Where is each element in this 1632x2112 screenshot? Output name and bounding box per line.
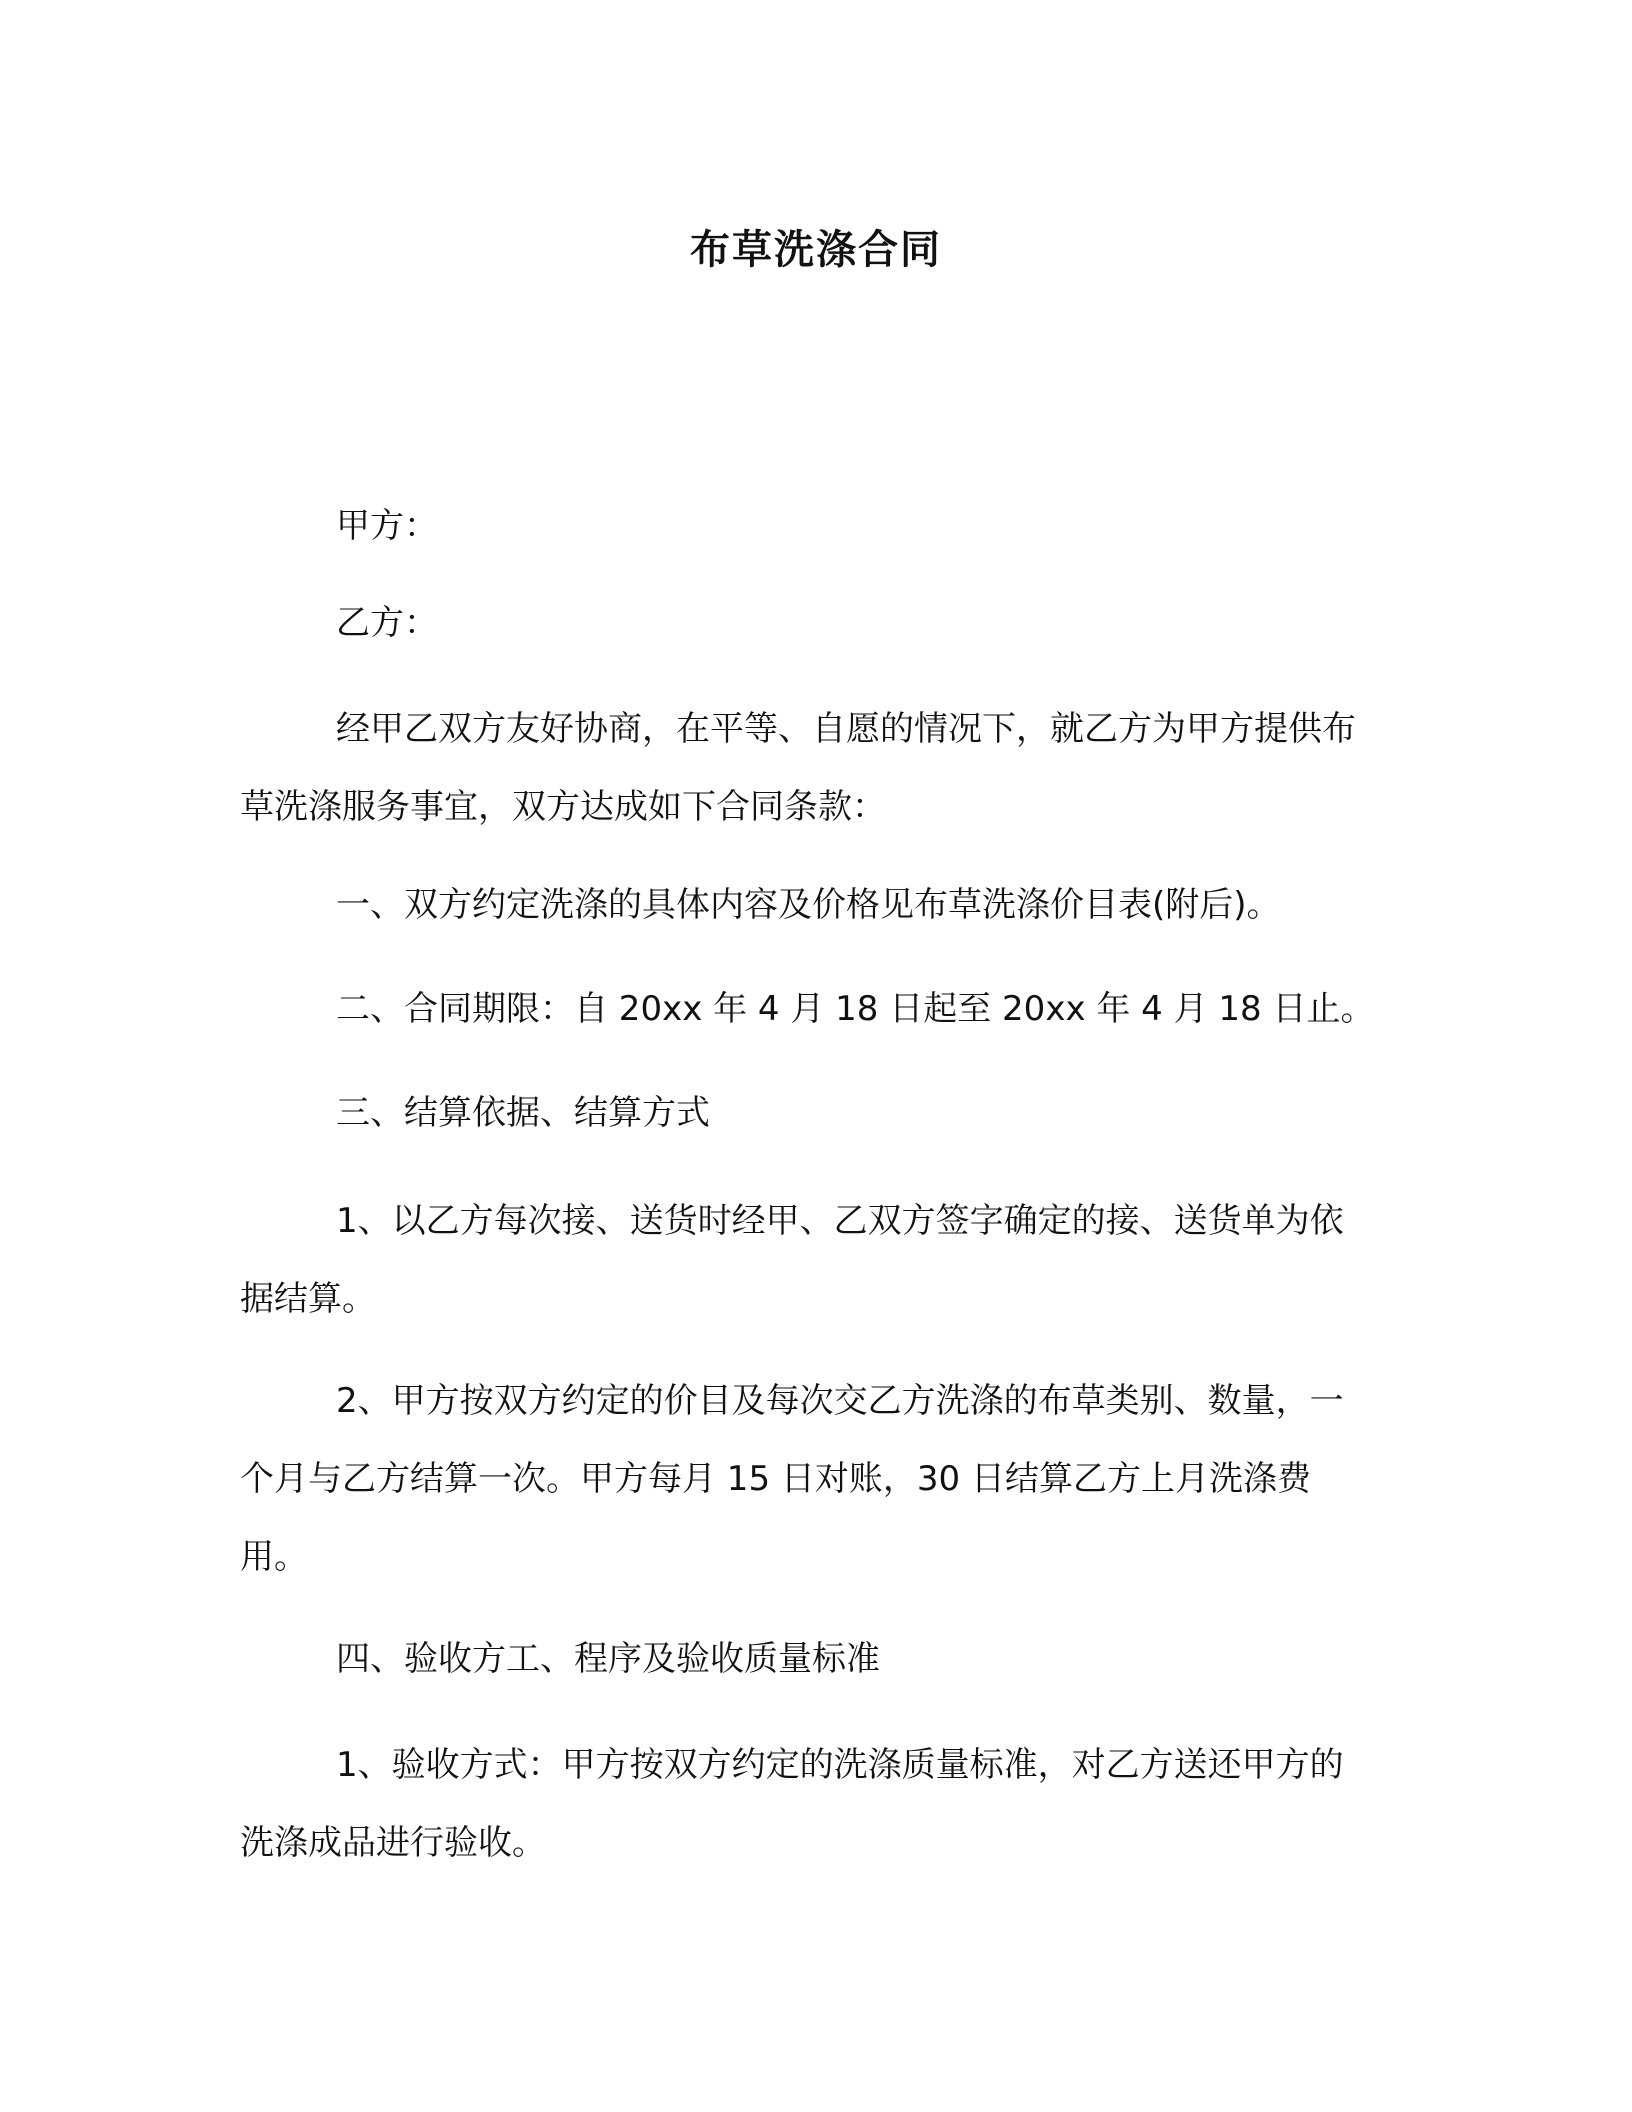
clause-2-contract-term: 二、合同期限：自 20xx 年 4 月 18 日起至 20xx 年 4 月 18 日止。	[336, 989, 1375, 1029]
preamble-paragraph: 经甲乙双方友好协商，在平等、自愿的情况下，就乙方为甲方提供布草洗涤服务事宜，双方达成如下合同条款：	[240, 709, 1356, 827]
clause-4-heading: 四、验收方工、程序及验收质量标准	[336, 1639, 880, 1679]
party-a-label: 甲方：	[336, 506, 438, 546]
clause-1: 一、双方约定洗涤的具体内容及价格见布草洗涤价目表(附后)。	[336, 885, 1281, 925]
document-title: 布草洗涤合同	[690, 227, 942, 273]
clause-3-item-2: 2、甲方按双方约定的价目及每次交乙方洗涤的布草类别、数量，一个月与乙方结算一次。甲方每月 15 日对账，30 日结算乙方上月洗涤费用。	[240, 1381, 1344, 1577]
clause-4-item-1: 1、验收方式：甲方按双方约定的洗涤质量标准，对乙方送还甲方的洗涤成品进行验收。	[240, 1745, 1344, 1863]
clause-3-item-1: 1、以乙方每次接、送货时经甲、乙双方签字确定的接、送货单为依据结算。	[240, 1201, 1344, 1319]
clause-3-heading: 三、结算依据、结算方式	[336, 1093, 710, 1133]
party-b-label: 乙方：	[336, 603, 438, 643]
